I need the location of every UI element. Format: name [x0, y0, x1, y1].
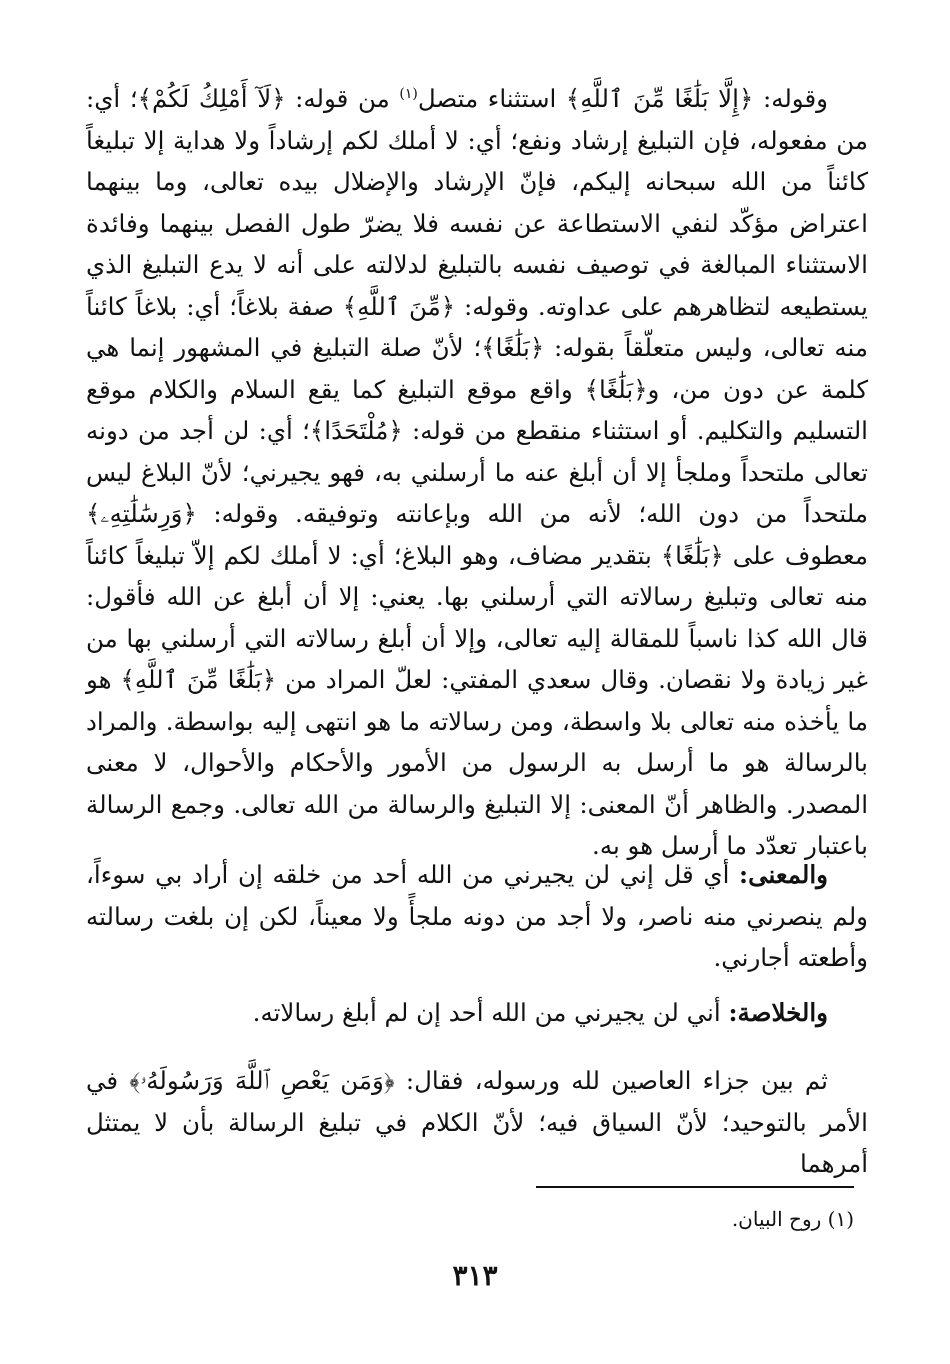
summary-label: والخلاصة: [728, 998, 828, 1027]
footnote-text: روح البيان. [731, 1207, 822, 1231]
consequence-text: ثم بين جزاء العاصين لله ورسوله، فقال: ﴿وَمَن يَعْصِ ٱللَّهَ وَرَسُولَهُۥ﴾ في الأمر بالتوحيد؛ لأنّ السياق فيه؛ لأنّ الكلام في تبليغ الرسالة بأن لا يمتثل أمرهما [86, 1066, 868, 1178]
footnote-number: (١) [827, 1207, 854, 1231]
paragraph-text-part1: وقوله: ﴿إِلَّا بَلَٰغًا مِّنَ ٱللَّهِ﴾ استثناء متصل [417, 84, 828, 113]
meaning-label: والمعنى: [739, 860, 828, 889]
paragraph-meaning [86, 854, 868, 978]
paragraph-text-part2: من قوله: ﴿لَآ أَمْلِكُ لَكُمْ﴾؛ أي: من مفعوله، فإن التبليغ إرشاد ونفع؛ أي: لا أملك لكم إرشاداً ولا هداية إلا تبليغاً كائناً من الله سبحانه إليكم، فإنّ الإرشاد والإضلال بيده تعالى، وما بينهما اعتراض مؤكّد لنفي الاستطاعة عن نفسه فلا يضرّ طول الفصل بينهما وفائدة الاستثناء المبالغة في توصيف نفسه بالتبليغ لدلالته على أنه لا يدع التبليغ الذي يستطيعه لتظاهرهم على عداوته. وقوله: ﴿مِّنَ ٱللَّهِ﴾ صفة بلاغاً؛ أي: بلاغاً كائناً منه تعالى، وليس متعلّقاً بقوله: ﴿بَلَٰغًا﴾؛ لأنّ صلة التبليغ في المشهور إنما هي كلمة عن دون من، و﴿بَلَٰغًا﴾ واقع موقع التبليغ كما يقع السلام والكلام موقع التسليم والتكليم. أو استثناء منقطع من قوله: ﴿مُلْتَحَدًا﴾؛ أي: لن أجد من دونه تعالى ملتحداً وملجأ إلا أن أبلغ عنه ما أرسلني به، فهو يجيرني؛ لأنّ البلاغ ليس ملتحداً من دون الله؛ لأنه من الله وبإعانته وتوفيقه. وقوله: ﴿وَرِسَٰلَٰتِهِۦ﴾ معطوف على ﴿بَلَٰغًا﴾ بتقدير مضاف، وهو البلاغ؛ أي: لا أملك لكم إلاّ تبليغاً كائناً منه تعالى وتبليغ رسالاته التي أرسلني بها. يعني: إلا أن أبلغ عن الله فأقول: قال الله كذا ناسباً للمقالة إليه تعالى، وإلا أن أبلغ رسالاته التي أرسلني بها من غير زيادة ولا نقصان. وقال سعدي المفتي: لعلّ المراد من ﴿بَلَٰغًا مِّنَ ٱللَّهِ﴾ هو ما يأخذه منه تعالى بلا واسطة، ومن رسالاته ما هو انتهى إليه بواسطة. والمراد بالرسالة هو ما أرسل به الرسول من الأمور والأحكام والأحوال، لا معنى المصدر. والظاهر أنّ المعنى: إلا التبليغ والرسالة من الله تعالى. وجمع الرسالة باعتبار تعدّد ما أرسل هو به. [86, 84, 868, 860]
meaning-text: أي قل إني لن يجيرني من الله أحد من خلقه إن أراد بي سوءاً، ولم ينصرني منه ناصر، ولا أجد من دونه ملجأً ولا معيناً، لكن إن بلغت رسالته وأطعته أجارني. [86, 860, 868, 972]
paragraph-consequence [86, 1060, 868, 1178]
paragraph-summary [86, 992, 868, 1034]
paragraph-tafsir [86, 78, 868, 860]
footnote [732, 1204, 854, 1234]
footnote-reference[interactable]: (١) [399, 85, 418, 102]
page-body [86, 78, 868, 1178]
summary-text: أني لن يجيرني من الله أحد إن لم أبلغ رسالاته. [252, 998, 729, 1027]
page-number: ٣١٣ [452, 1259, 498, 1292]
footnote-divider [536, 1186, 854, 1188]
